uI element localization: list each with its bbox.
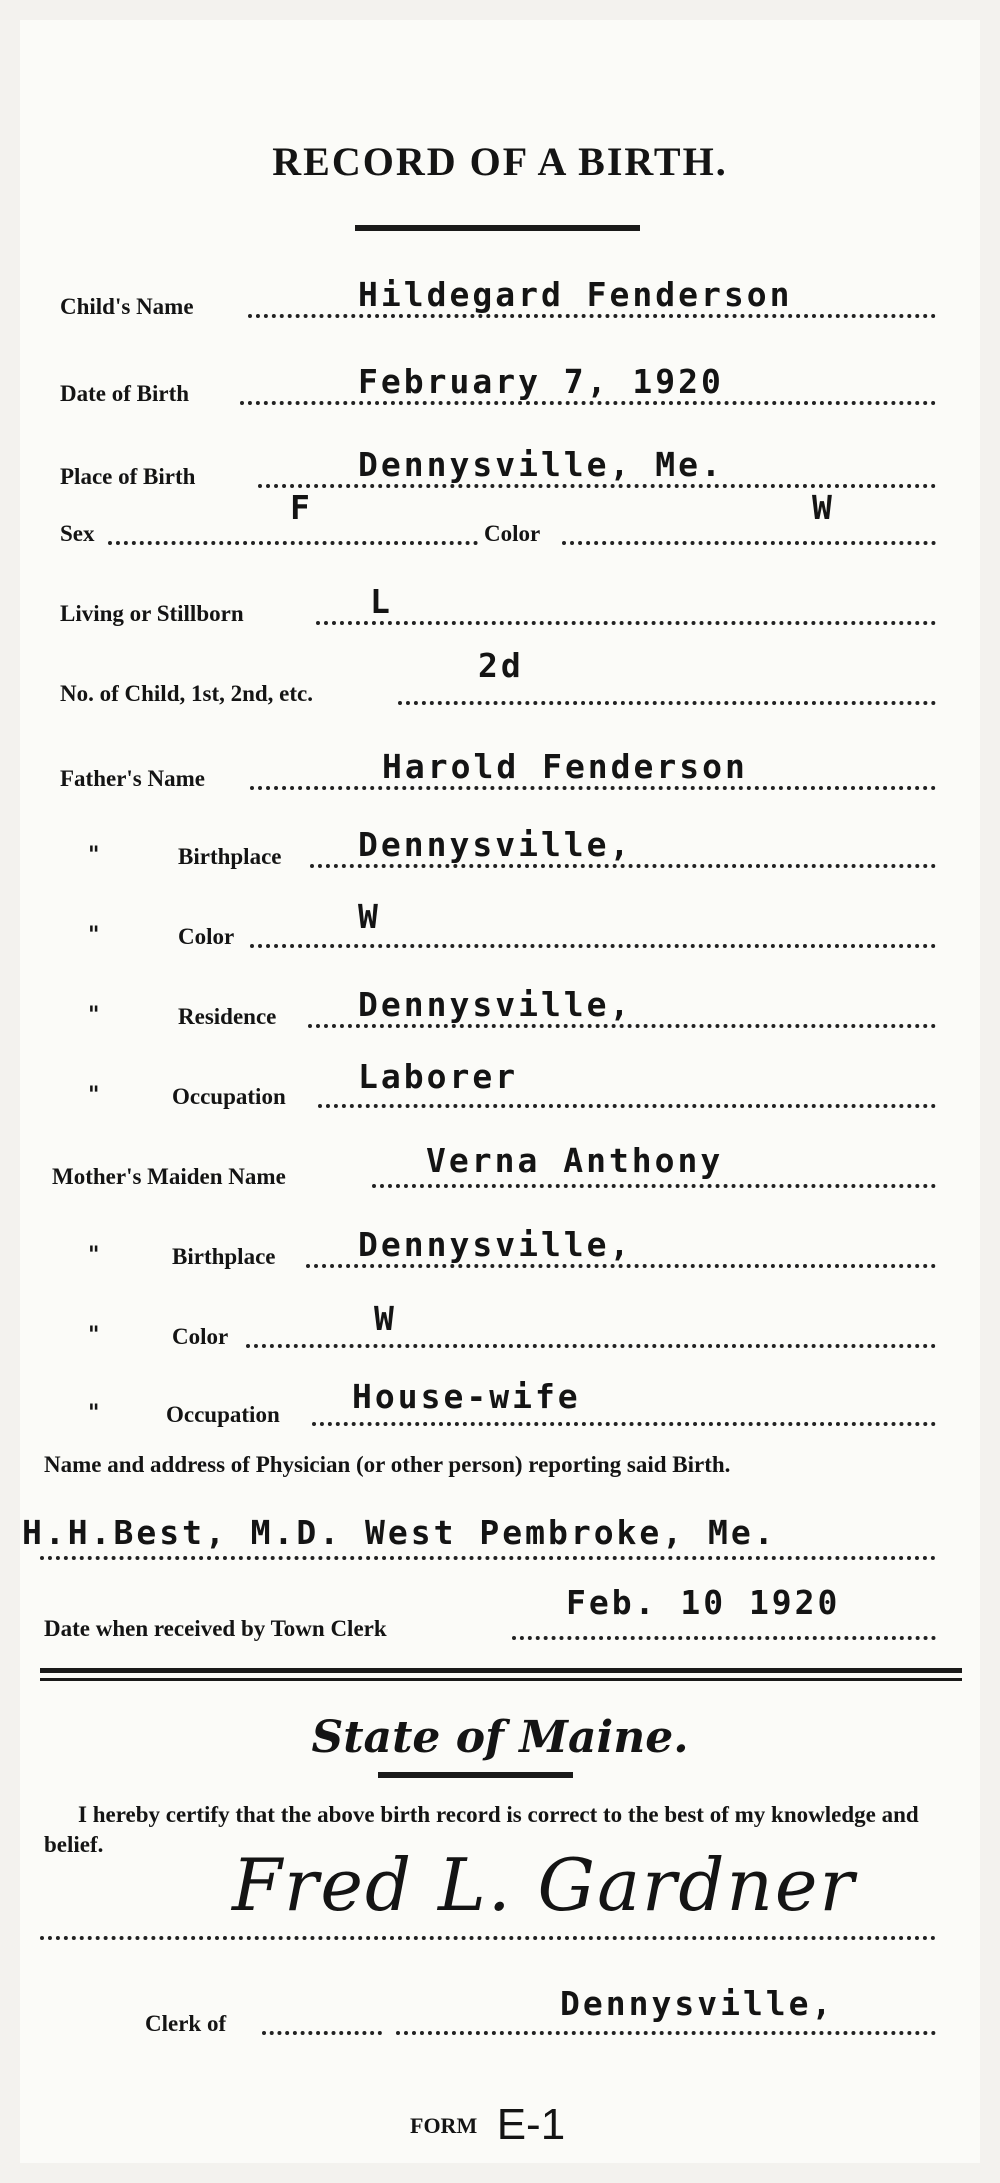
father-name-row <box>0 740 1000 800</box>
ditto-mark: " <box>88 1082 100 1108</box>
father-name-label: Father's Name <box>60 766 205 791</box>
child-name-label: Child's Name <box>60 294 194 319</box>
date-of-birth-line <box>240 401 936 405</box>
form-code: E-1 <box>496 2100 566 2149</box>
clerk-row <box>0 1985 1000 2045</box>
father-residence-line <box>308 1024 936 1028</box>
mother-occupation-value: House-wife <box>352 1377 581 1416</box>
child-number-row <box>0 646 1000 715</box>
sex-line <box>108 541 478 545</box>
date-of-birth-row <box>0 355 1000 415</box>
father-color-line <box>250 944 936 948</box>
physician-label: Name and address of Physician (or other person) reporting said Birth. <box>44 1452 731 1477</box>
section-divider <box>40 1678 962 1681</box>
sex-color-row <box>0 488 1000 555</box>
physician-row <box>0 1510 1000 1570</box>
father-residence-label: Residence <box>178 1004 277 1029</box>
mother-birthplace-line <box>306 1264 936 1268</box>
ditto-mark: " <box>88 922 100 948</box>
state-heading: State of Maine. <box>311 1712 689 1763</box>
physician-line <box>40 1556 936 1560</box>
date-received-value: Feb. 10 1920 <box>566 1583 841 1622</box>
living-stillborn-label: Living or Stillborn <box>60 601 244 626</box>
father-birthplace-row <box>0 818 1000 878</box>
father-occupation-line <box>318 1104 936 1108</box>
color-line <box>562 541 936 545</box>
date-received-row <box>0 1583 1000 1650</box>
clerk-signature: Fred L. Gardner <box>232 1843 856 1927</box>
date-of-birth-label: Date of Birth <box>60 381 190 406</box>
father-name-value: Harold Fenderson <box>382 747 748 786</box>
clerk-line-right <box>396 2031 936 2035</box>
mother-birthplace-label: Birthplace <box>172 1244 276 1269</box>
father-color-value: W <box>358 897 381 936</box>
mother-name-row <box>0 1138 1000 1198</box>
ditto-mark: " <box>88 1322 100 1348</box>
father-color-row <box>0 898 1000 958</box>
mother-name-label: Mother's Maiden Name <box>52 1164 286 1189</box>
clerk-label: Clerk of <box>145 2011 227 2036</box>
color-label: Color <box>484 521 541 546</box>
living-stillborn-row <box>0 575 1000 635</box>
mother-name-value: Verna Anthony <box>426 1141 724 1180</box>
father-color-label: Color <box>178 924 235 949</box>
sex-label: Sex <box>60 521 95 546</box>
clerk-value: Dennysville, <box>560 1984 835 2023</box>
ditto-mark: " <box>88 1400 100 1426</box>
place-of-birth-value: Dennysville, Me. <box>358 445 724 484</box>
physician-value: H.H.Best, M.D. West Pembroke, Me. <box>22 1513 777 1552</box>
mother-color-row <box>0 1298 1000 1358</box>
child-name-value: Hildegard Fenderson <box>358 275 793 314</box>
color-value: W <box>812 488 835 527</box>
form-label: FORM <box>410 2113 478 2138</box>
date-of-birth-value: February 7, 1920 <box>358 362 724 401</box>
date-received-label: Date when received by Town Clerk <box>44 1616 387 1641</box>
child-number-value: 2d <box>478 646 524 685</box>
living-stillborn-value: L <box>370 582 393 621</box>
state-underline <box>378 1772 573 1778</box>
child-name-line <box>248 314 936 318</box>
father-birthplace-line <box>310 864 936 868</box>
ditto-mark: " <box>88 1002 100 1028</box>
form-number <box>410 2100 565 2150</box>
mother-birthplace-row <box>0 1218 1000 1278</box>
signature-line <box>40 1936 936 1940</box>
father-name-line <box>250 786 936 790</box>
father-residence-row <box>0 978 1000 1038</box>
child-name-row <box>0 268 1000 328</box>
father-occupation-row <box>0 1058 1000 1118</box>
father-birthplace-value: Dennysville, <box>358 825 633 864</box>
living-stillborn-line <box>316 621 936 625</box>
mother-occupation-line <box>312 1422 936 1426</box>
mother-occupation-row <box>0 1376 1000 1436</box>
date-received-line <box>512 1636 936 1640</box>
father-birthplace-label: Birthplace <box>178 844 282 869</box>
document-title: RECORD OF A BIRTH. <box>272 139 728 184</box>
father-occupation-label: Occupation <box>172 1084 286 1109</box>
mother-color-line <box>246 1344 936 1348</box>
place-of-birth-label: Place of Birth <box>60 464 196 489</box>
section-divider <box>40 1668 962 1673</box>
mother-occupation-label: Occupation <box>166 1402 280 1427</box>
certification-text: I hereby certify that the above birth record is correct to the best of my knowledge and belief. <box>44 1802 919 1857</box>
place-of-birth-row <box>0 438 1000 498</box>
child-number-line <box>398 701 936 705</box>
mother-birthplace-value: Dennysville, <box>358 1225 633 1264</box>
child-number-label: No. of Child, 1st, 2nd, etc. <box>60 681 314 706</box>
mother-color-value: W <box>374 1299 397 1338</box>
mother-color-label: Color <box>172 1324 229 1349</box>
sex-value: F <box>290 488 313 527</box>
ditto-mark: " <box>88 842 100 868</box>
title-underline <box>355 225 640 231</box>
father-occupation-value: Laborer <box>358 1057 519 1096</box>
ditto-mark: " <box>88 1242 100 1268</box>
father-residence-value: Dennysville, <box>358 985 633 1024</box>
signature-row <box>0 1890 1000 1950</box>
mother-name-line <box>372 1184 936 1188</box>
clerk-line-left <box>262 2031 382 2035</box>
